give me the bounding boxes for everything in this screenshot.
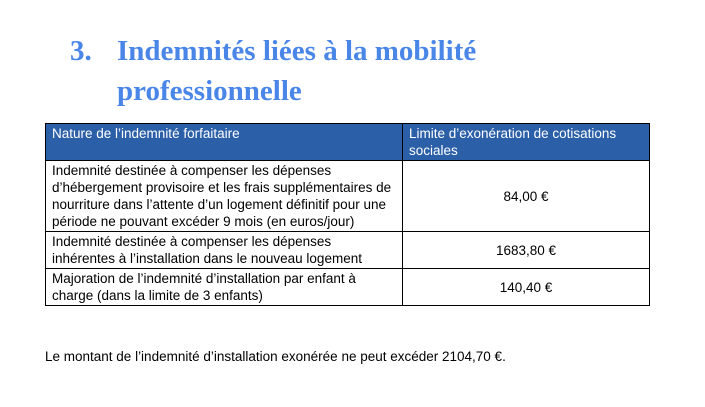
limite-cell: 140,40 € xyxy=(403,269,650,306)
section-title-line-2: professionnelle xyxy=(117,75,302,107)
table-row xyxy=(46,161,650,232)
column-header-limite: Limite d’exonération de cotisations sociales xyxy=(403,124,650,161)
footnote-text: Le montant de l’indemnité d’installation exonérée ne peut excéder 2104,70 €. xyxy=(45,349,506,364)
table-header-row xyxy=(46,124,650,161)
section-number: 3. xyxy=(70,35,92,67)
table-row xyxy=(46,232,650,269)
limite-cell: 84,00 € xyxy=(403,161,650,232)
nature-cell: Majoration de l’indemnité d’installation par enfant à charge (dans la limite de 3 enfants) xyxy=(46,269,403,306)
limite-cell: 1683,80 € xyxy=(403,232,650,269)
table-row xyxy=(46,269,650,306)
indemnities-table xyxy=(45,123,650,306)
nature-cell: Indemnité destinée à compenser les dépenses inhérentes à l’installation dans le nouveau logement xyxy=(46,232,403,269)
section-title-line-1: Indemnités liées à la mobilité xyxy=(117,35,477,67)
column-header-nature: Nature de l’indemnité forfaitaire xyxy=(46,124,403,161)
nature-cell: Indemnité destinée à compenser les dépenses d’hébergement provisoire et les frais supplémentaires de nourriture dans l’attente d’un logement définitif pour une période ne pouvant excéder 9 mois (en euros/jour) xyxy=(46,161,403,232)
